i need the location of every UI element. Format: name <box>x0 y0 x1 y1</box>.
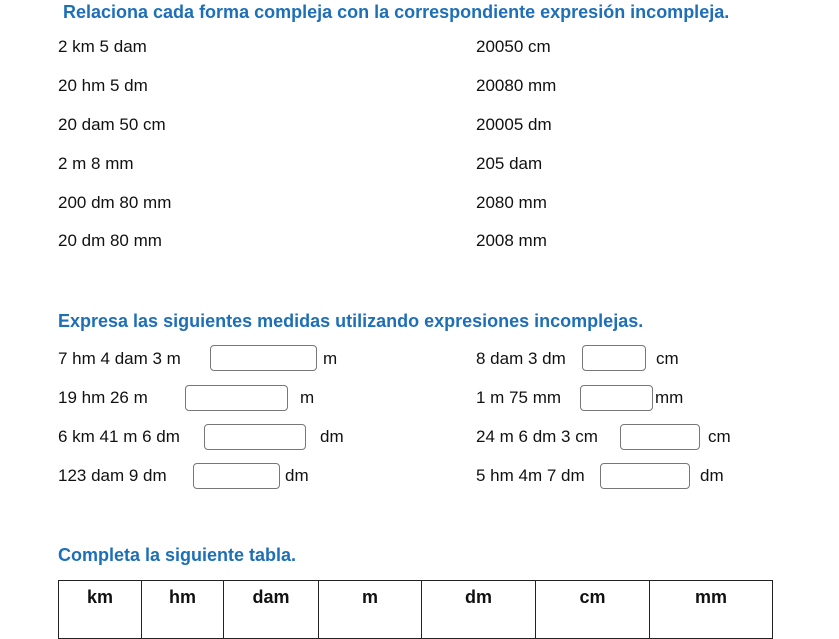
header-m: m <box>319 581 422 639</box>
answer-input[interactable] <box>582 345 646 371</box>
measure-label: 6 km 41 m 6 dm <box>58 427 180 446</box>
unit-label: m <box>323 349 338 368</box>
section2-title: Expresa las siguientes medidas utilizando expresiones incomplejas. <box>58 311 644 331</box>
right-item: 20005 dm <box>476 115 552 134</box>
unit-label: dm <box>285 466 309 485</box>
right-item: 20050 cm <box>476 37 551 56</box>
right-item: 205 dam <box>476 154 543 173</box>
measure-label: 5 hm 4m 7 dm <box>476 466 585 485</box>
header-km: km <box>59 581 142 639</box>
right-item: 20080 mm <box>476 76 557 95</box>
unit-label: m <box>300 388 315 407</box>
left-item: 2 m 8 mm <box>58 154 134 173</box>
measure-label: 8 dam 3 dm <box>476 349 566 368</box>
unit-label: cm <box>708 427 731 446</box>
header-hm: hm <box>142 581 224 639</box>
section3-title: Completa la siguiente tabla. <box>58 545 297 565</box>
answer-input[interactable] <box>204 424 306 450</box>
answer-input[interactable] <box>185 385 288 411</box>
left-item: 2 km 5 dam <box>58 37 147 56</box>
right-item: 2008 mm <box>476 231 547 250</box>
answer-input[interactable] <box>580 385 653 411</box>
measure-label: 7 hm 4 dam 3 m <box>58 349 181 368</box>
section1-title: Relaciona cada forma compleja con la correspondiente expresión incompleja. <box>63 2 730 22</box>
header-cm: cm <box>536 581 650 639</box>
measure-label: 24 m 6 dm 3 cm <box>476 427 598 446</box>
answer-input[interactable] <box>620 424 700 450</box>
unit-label: dm <box>320 427 344 446</box>
left-item: 20 dm 80 mm <box>58 231 162 250</box>
unit-label: mm <box>655 388 684 407</box>
header-dm: dm <box>422 581 536 639</box>
left-item: 20 hm 5 dm <box>58 76 148 95</box>
measure-label: 1 m 75 mm <box>476 388 562 407</box>
header-dam: dam <box>224 581 319 639</box>
left-item: 20 dam 50 cm <box>58 115 166 134</box>
right-item: 2080 mm <box>476 193 547 212</box>
unit-label: dm <box>700 466 724 485</box>
answer-input[interactable] <box>600 463 690 489</box>
measure-label: 19 hm 26 m <box>58 388 148 407</box>
unit-label: cm <box>656 349 679 368</box>
header-mm: mm <box>650 581 773 639</box>
units-table <box>58 580 773 639</box>
answer-input[interactable] <box>210 345 317 371</box>
left-item: 200 dm 80 mm <box>58 193 172 212</box>
measure-label: 123 dam 9 dm <box>58 466 167 485</box>
answer-input[interactable] <box>193 463 280 489</box>
